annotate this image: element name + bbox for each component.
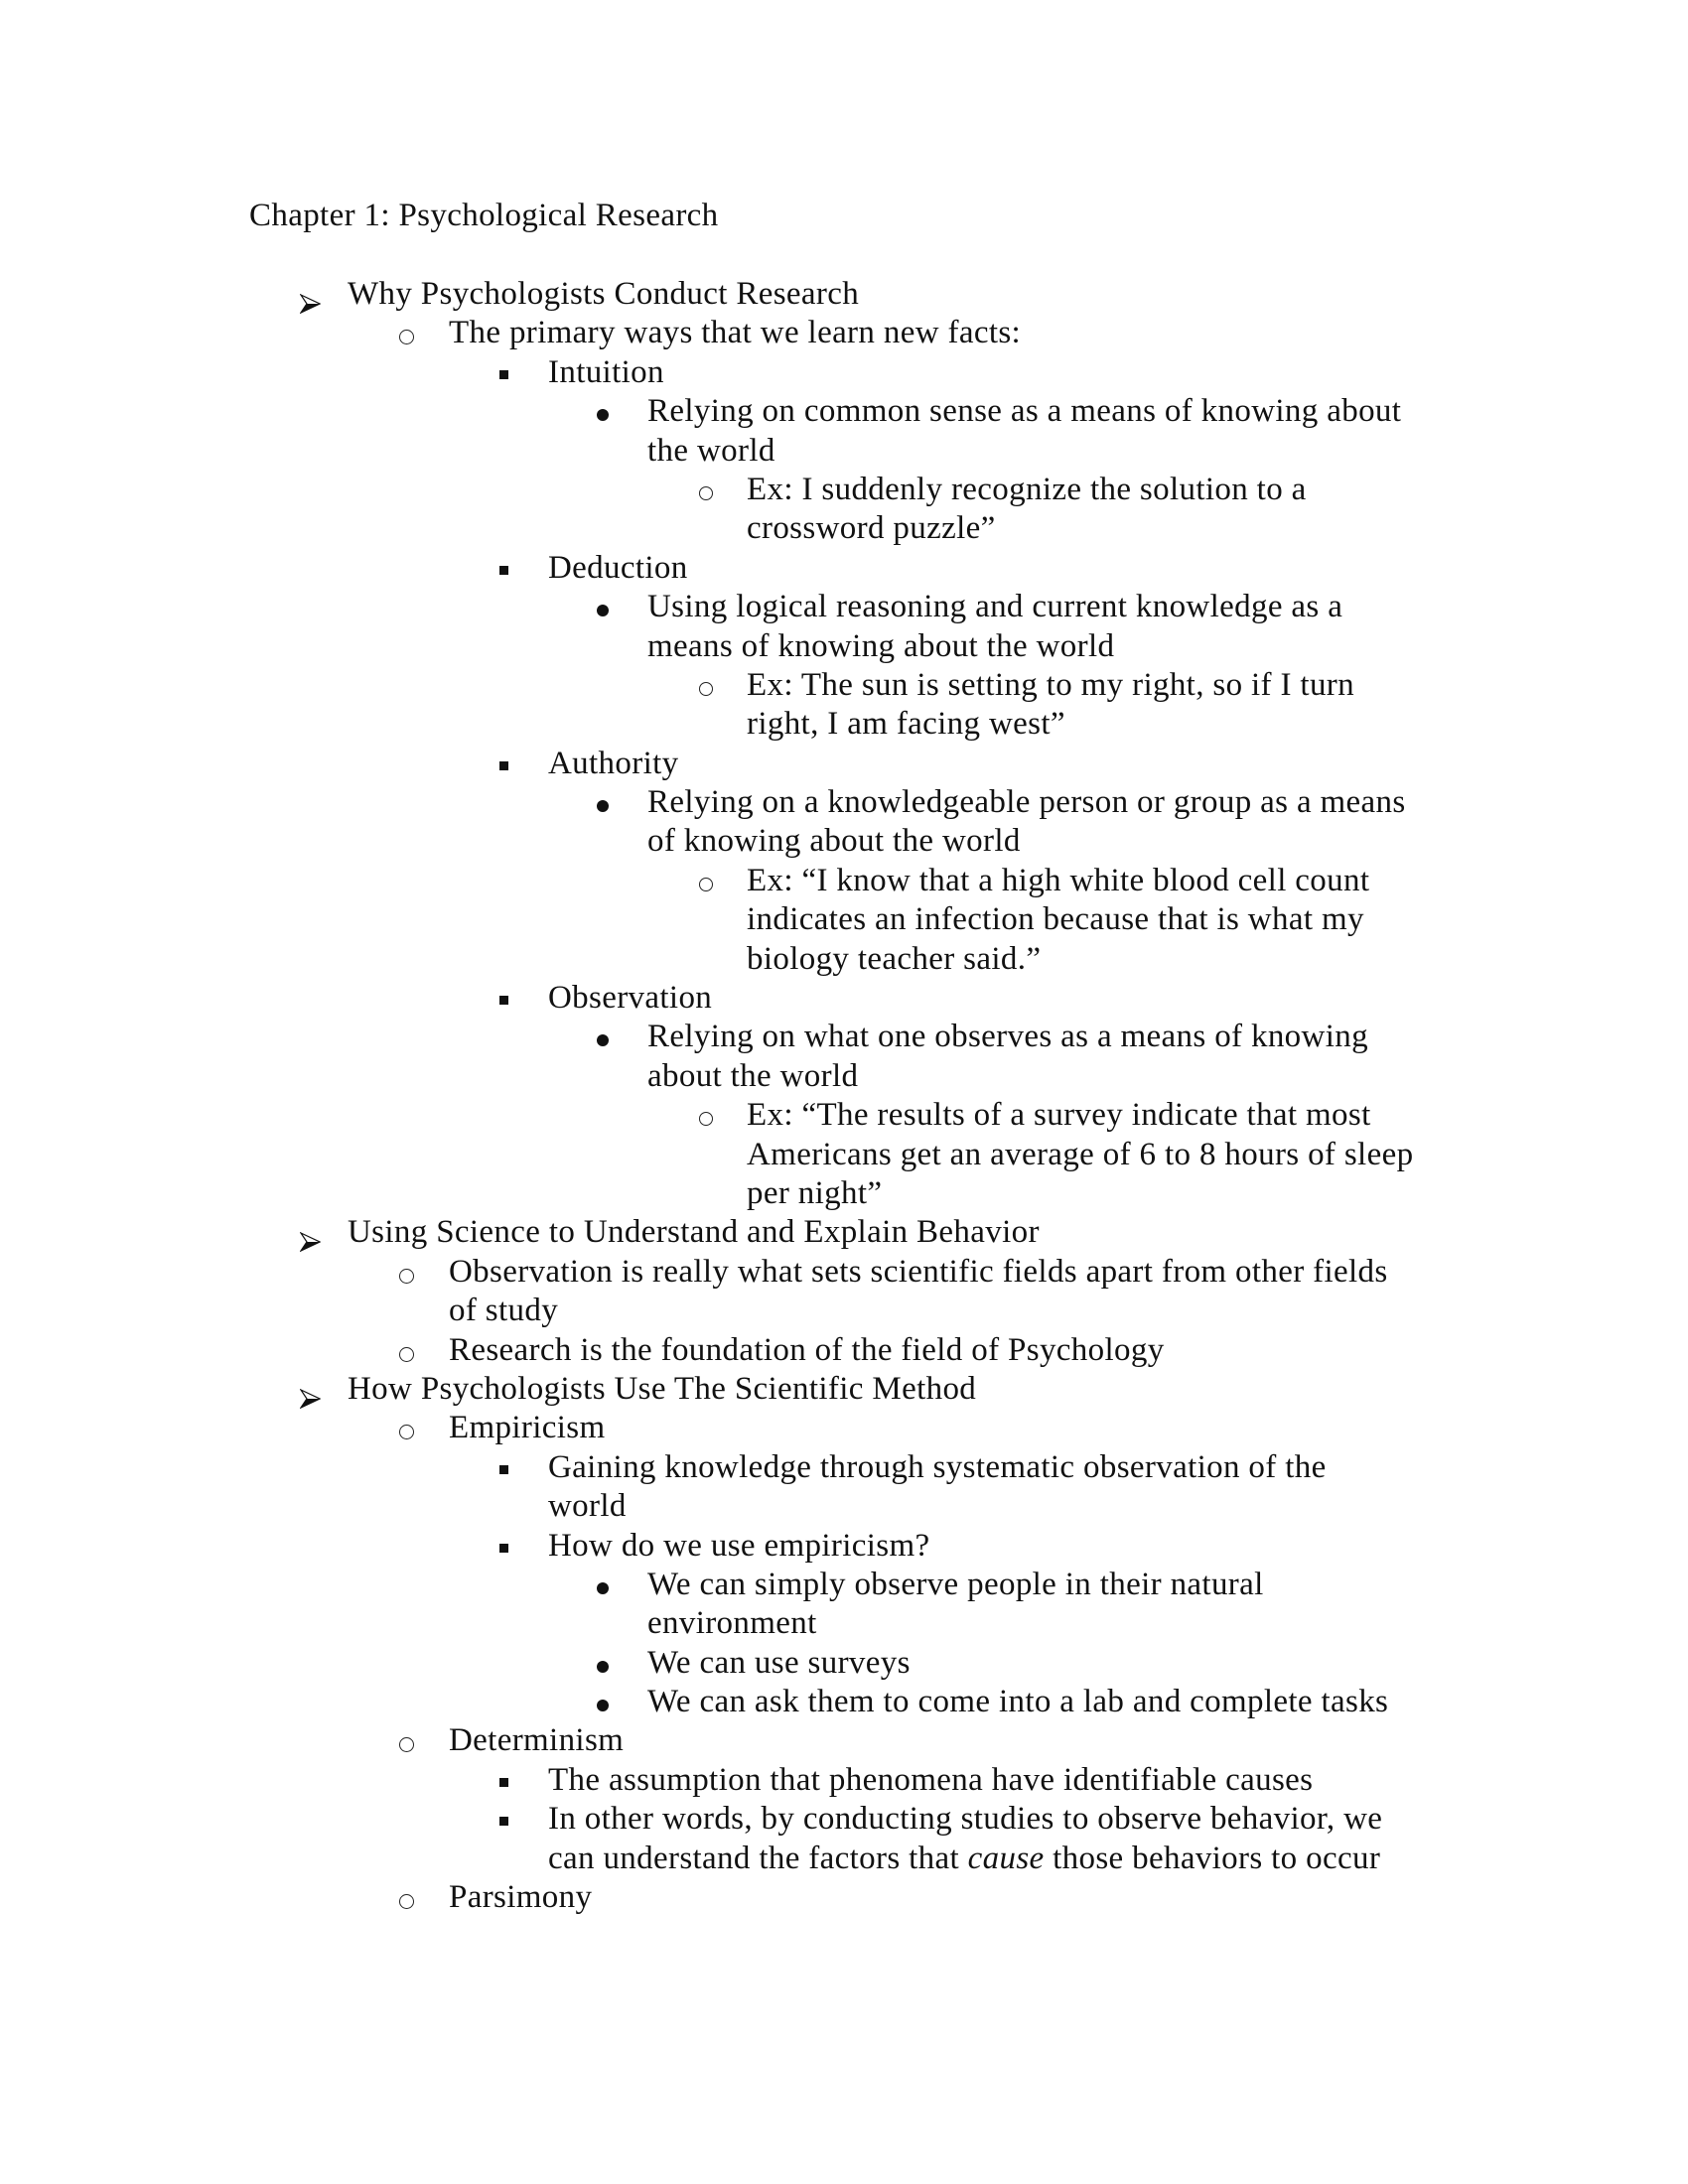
list-item xyxy=(0,1096,1688,1135)
list-item-text: We can ask them to come into a lab and complete tasks xyxy=(647,1684,1389,1720)
square-bullet-icon xyxy=(499,1544,508,1553)
disc-bullet-icon xyxy=(597,1700,609,1711)
list-item-continuation xyxy=(0,1604,1688,1643)
list-item-text: Using Science to Understand and Explain Behavior xyxy=(348,1214,1040,1251)
list-item xyxy=(0,1761,1688,1800)
list-item-text: Empiricism xyxy=(449,1410,606,1446)
list-item xyxy=(0,314,1688,352)
list-item xyxy=(0,1878,1688,1917)
list-item-text: Parsimony xyxy=(449,1879,593,1916)
text-segment: can understand the factors that xyxy=(548,1840,968,1876)
list-item xyxy=(0,745,1688,783)
list-item-text: Authority xyxy=(548,745,679,781)
list-item-continuation xyxy=(0,822,1688,861)
list-item xyxy=(0,471,1688,509)
list-item-text: Americans get an average of 6 to 8 hours of sleep xyxy=(747,1136,1414,1172)
list-item-text: Research is the foundation of the field of Psychology xyxy=(449,1331,1165,1368)
list-item-text: Relying on what one observes as a means of knowing xyxy=(647,1019,1368,1055)
list-item-continuation xyxy=(0,705,1688,744)
square-bullet-icon xyxy=(499,1778,508,1787)
list-item-text: Relying on a knowledgeable person or group as a means xyxy=(647,784,1406,821)
list-item-text: right, I am facing west” xyxy=(747,706,1065,743)
hollow-circle-bullet-icon xyxy=(699,1112,713,1126)
list-item-continuation xyxy=(0,1487,1688,1526)
list-item xyxy=(0,588,1688,626)
list-item xyxy=(0,1253,1688,1292)
hollow-circle-bullet-icon xyxy=(399,1347,414,1362)
disc-bullet-icon xyxy=(597,1582,609,1594)
hollow-circle-bullet-icon xyxy=(699,878,713,891)
hollow-circle-bullet-icon xyxy=(399,1425,414,1439)
list-item xyxy=(0,1018,1688,1056)
list-item-text: biology teacher said.” xyxy=(747,940,1042,977)
list-item-text: In other words, by conducting studies to observe behavior, we xyxy=(548,1801,1383,1838)
list-item-continuation xyxy=(0,1174,1688,1213)
square-bullet-icon xyxy=(499,370,508,379)
list-item xyxy=(0,353,1688,392)
list-item xyxy=(0,666,1688,705)
arrow-bullet-icon xyxy=(300,1380,321,1400)
list-item-text: of knowing about the world xyxy=(647,823,1021,860)
list-item xyxy=(0,1409,1688,1447)
list-item xyxy=(0,1370,1688,1409)
list-item-text: Intuition xyxy=(548,353,664,390)
list-item-text: How Psychologists Use The Scientific Method xyxy=(348,1370,977,1407)
list-item-text: How do we use empiricism? xyxy=(548,1527,930,1564)
hollow-circle-bullet-icon xyxy=(399,1269,414,1284)
list-item xyxy=(0,1566,1688,1604)
list-item-text: Ex: The sun is setting to my right, so if I turn xyxy=(747,666,1354,703)
list-item xyxy=(0,862,1688,900)
disc-bullet-icon xyxy=(597,1034,609,1046)
list-item-continuation xyxy=(0,1057,1688,1096)
disc-bullet-icon xyxy=(597,409,609,421)
list-item-text: crossword puzzle” xyxy=(747,510,996,547)
disc-bullet-icon xyxy=(597,800,609,812)
italic-emphasis: cause xyxy=(967,1840,1045,1876)
list-item-text: world xyxy=(548,1488,627,1525)
list-item xyxy=(0,549,1688,588)
list-item-text: per night” xyxy=(747,1174,883,1211)
list-item xyxy=(0,1721,1688,1760)
list-item xyxy=(0,1644,1688,1683)
square-bullet-icon xyxy=(499,996,508,1005)
list-item xyxy=(0,1213,1688,1252)
list-item-text: Determinism xyxy=(449,1722,625,1759)
arrow-bullet-icon xyxy=(300,285,321,305)
list-item-text: The primary ways that we learn new facts: xyxy=(449,315,1022,351)
list-item-continuation xyxy=(0,432,1688,471)
list-item xyxy=(0,275,1688,314)
list-item-text: Ex: “I know that a high white blood cell count xyxy=(747,862,1370,898)
hollow-circle-bullet-icon xyxy=(399,330,414,344)
list-item-continuation xyxy=(0,1840,1688,1878)
text-segment: those behaviors to occur xyxy=(1044,1840,1381,1876)
list-item xyxy=(0,1683,1688,1721)
list-item-text: Deduction xyxy=(548,549,688,586)
list-item xyxy=(0,979,1688,1018)
list-item xyxy=(0,1448,1688,1487)
page-title: Chapter 1: Psychological Research xyxy=(249,198,719,233)
list-item-text: Relying on common sense as a means of knowing about xyxy=(647,393,1402,430)
list-item-continuation xyxy=(0,900,1688,939)
list-item-text: of study xyxy=(449,1293,559,1329)
list-item-text: the world xyxy=(647,432,775,469)
disc-bullet-icon xyxy=(597,605,609,616)
square-bullet-icon xyxy=(499,1817,508,1826)
hollow-circle-bullet-icon xyxy=(699,682,713,696)
square-bullet-icon xyxy=(499,761,508,770)
list-item-text: environment xyxy=(647,1605,817,1642)
list-item-text: Gaining knowledge through systematic observation of the xyxy=(548,1448,1327,1485)
square-bullet-icon xyxy=(499,566,508,575)
square-bullet-icon xyxy=(499,1465,508,1474)
hollow-circle-bullet-icon xyxy=(699,486,713,500)
list-item-continuation xyxy=(0,627,1688,666)
list-item-text: Ex: “The results of a survey indicate that most xyxy=(747,1097,1371,1134)
list-item-text: The assumption that phenomena have identifiable causes xyxy=(548,1761,1314,1798)
list-item xyxy=(0,1800,1688,1839)
list-item-text: indicates an infection because that is what my xyxy=(747,901,1364,938)
list-item xyxy=(0,392,1688,431)
list-item-text xyxy=(548,1840,1380,1878)
list-item-continuation xyxy=(0,940,1688,979)
list-item-text: means of knowing about the world xyxy=(647,627,1115,664)
list-item xyxy=(0,1527,1688,1566)
list-item-continuation xyxy=(0,1292,1688,1330)
list-item-continuation xyxy=(0,509,1688,548)
disc-bullet-icon xyxy=(597,1661,609,1673)
list-item-text: We can use surveys xyxy=(647,1644,911,1681)
list-item-text: Observation is really what sets scientific fields apart from other fields xyxy=(449,1253,1388,1290)
list-item xyxy=(0,1331,1688,1370)
list-item xyxy=(0,783,1688,822)
list-item-text: Why Psychologists Conduct Research xyxy=(348,276,860,312)
arrow-bullet-icon xyxy=(300,1223,321,1243)
list-item-text: Observation xyxy=(548,980,713,1017)
list-item-text: about the world xyxy=(647,1057,859,1094)
hollow-circle-bullet-icon xyxy=(399,1737,414,1752)
list-item-text: Ex: I suddenly recognize the solution to a xyxy=(747,471,1307,507)
list-item-text: Using logical reasoning and current knowledge as a xyxy=(647,589,1343,625)
outline-list xyxy=(0,275,1688,1917)
list-item-continuation xyxy=(0,1136,1688,1174)
hollow-circle-bullet-icon xyxy=(399,1894,414,1909)
list-item-text: We can simply observe people in their natural xyxy=(647,1566,1264,1602)
